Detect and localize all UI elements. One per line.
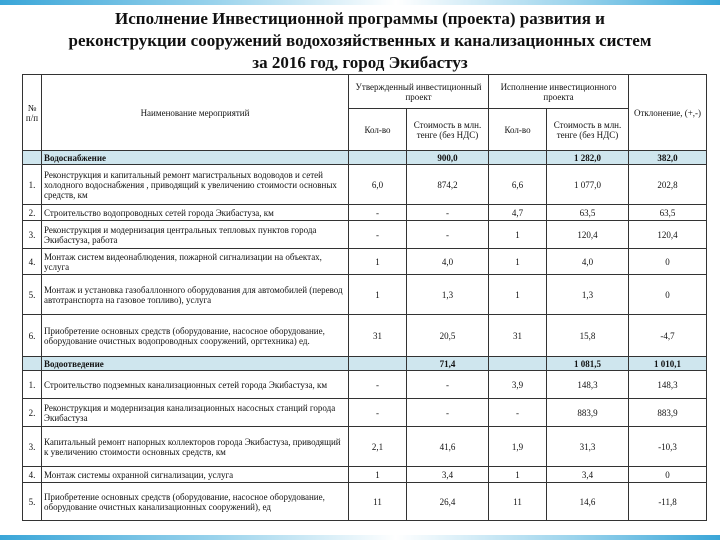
row-num: 4. [23,467,42,483]
row-num: 2. [23,205,42,221]
row-deviation: -11,8 [629,483,707,521]
row-qty-fact: - [489,399,547,427]
row-cost-fact: 31,3 [547,427,629,467]
header-name: Наименование мероприятий [42,75,349,151]
row-cost-plan: 20,5 [407,315,489,357]
row-cost-fact: 4,0 [547,249,629,275]
row-qty-plan: - [349,371,407,399]
row-qty-plan: 1 [349,467,407,483]
row-cost-plan: 3,4 [407,467,489,483]
row-qty-plan: - [349,221,407,249]
row-cost-plan: 4,0 [407,249,489,275]
table-row [23,371,707,399]
row-name: Капитальный ремонт напорных коллекторов города Экибастуза, приводящий к увеличению стоимости основных средств, км [42,427,349,467]
row-name: Строительство водопроводных сетей города Экибастуза, км [42,205,349,221]
row-qty-plan: 31 [349,315,407,357]
row-name: Приобретение основных средств (оборудование, насосное оборудование, оборудование очистных водопроводных сооружений, оргтехника) ед. [42,315,349,357]
top-decor-bar [0,0,720,5]
row-qty-fact: 1 [489,275,547,315]
row-num: 3. [23,427,42,467]
header-approved: Утвержденный инвестиционный проект [349,75,489,109]
header-deviation: Отклонение, (+,-) [629,75,707,151]
section-name: Водоотведение [42,357,349,371]
table-row [23,467,707,483]
section-plan-total: 900,0 [407,151,489,165]
table-row [23,221,707,249]
row-qty-plan: - [349,399,407,427]
section-row [23,357,707,371]
row-num: 6. [23,315,42,357]
title-line-2: реконструкции сооружений водохозяйственных и канализационных систем [68,31,652,50]
header-cost-plan: Стоимость в млн. тенге (без НДС) [407,109,489,151]
row-qty-fact: 1 [489,249,547,275]
row-qty-fact: 6,6 [489,165,547,205]
row-cost-fact: 63,5 [547,205,629,221]
row-cost-fact: 1,3 [547,275,629,315]
header-qty-fact: Кол-во [489,109,547,151]
row-deviation: -10,3 [629,427,707,467]
section-dev-total: 1 010,1 [629,357,707,371]
row-cost-plan: 41,6 [407,427,489,467]
header-num: № п/п [23,75,42,151]
row-name: Реконструкция и модернизация центральных тепловых пунктов города Экибастуза, работа [42,221,349,249]
row-name: Реконструкция и модернизация канализационных насосных станций города Экибастуза [42,399,349,427]
row-name: Монтаж и установка газобаллонного оборудования для автомобилей (перевод автотранспорта на газовое топливо), услуга [42,275,349,315]
row-deviation: 148,3 [629,371,707,399]
table-row [23,483,707,521]
table-row [23,275,707,315]
row-cost-fact: 120,4 [547,221,629,249]
row-qty-plan: - [349,205,407,221]
row-qty-plan: 6,0 [349,165,407,205]
row-deviation: 120,4 [629,221,707,249]
header-qty-plan: Кол-во [349,109,407,151]
table-row [23,165,707,205]
row-cost-plan: - [407,371,489,399]
table-row [23,315,707,357]
row-qty-fact: 31 [489,315,547,357]
section-plan-total: 71,4 [407,357,489,371]
row-cost-plan: 26,4 [407,483,489,521]
row-deviation: 883,9 [629,399,707,427]
section-fact-total: 1 282,0 [547,151,629,165]
section-row [23,151,707,165]
row-deviation: 0 [629,249,707,275]
row-qty-fact: 1 [489,467,547,483]
row-qty-fact: 3,9 [489,371,547,399]
row-qty-plan: 2,1 [349,427,407,467]
investment-table [22,74,707,521]
row-num: 1. [23,371,42,399]
title-line-1: Исполнение Инвестиционной программы (проекта) развития и [115,9,605,28]
header-execution: Исполнение инвестиционного проекта [489,75,629,109]
row-num: 5. [23,275,42,315]
row-cost-fact: 1 077,0 [547,165,629,205]
title-line-3: за 2016 год, город Экибастуз [252,53,468,72]
row-cost-plan: - [407,205,489,221]
row-name: Монтаж систем видеонаблюдения, пожарной сигнализации на объектах, услуга [42,249,349,275]
row-name: Приобретение основных средств (оборудование, насосное оборудование, оборудование очистных канализационных сооружений), ед [42,483,349,521]
row-qty-plan: 11 [349,483,407,521]
row-name: Монтаж системы охранной сигнализации, услуга [42,467,349,483]
row-num: 4. [23,249,42,275]
page-title [40,8,680,74]
header-cost-fact: Стоимость в млн. тенге (без НДС) [547,109,629,151]
row-deviation: 0 [629,467,707,483]
row-deviation: 63,5 [629,205,707,221]
section-name: Водоснабжение [42,151,349,165]
row-deviation: -4,7 [629,315,707,357]
row-cost-plan: - [407,399,489,427]
table-row [23,205,707,221]
row-qty-fact: 11 [489,483,547,521]
table-row [23,249,707,275]
row-cost-plan: 1,3 [407,275,489,315]
bottom-decor-bar [0,535,720,540]
row-cost-fact: 148,3 [547,371,629,399]
row-num: 3. [23,221,42,249]
row-cost-fact: 15,8 [547,315,629,357]
row-qty-fact: 1,9 [489,427,547,467]
table-row [23,399,707,427]
row-cost-fact: 3,4 [547,467,629,483]
row-cost-fact: 14,6 [547,483,629,521]
row-cost-plan: - [407,221,489,249]
section-fact-total: 1 081,5 [547,357,629,371]
row-deviation: 0 [629,275,707,315]
section-dev-total: 382,0 [629,151,707,165]
row-cost-plan: 874,2 [407,165,489,205]
row-num: 5. [23,483,42,521]
row-qty-fact: 4,7 [489,205,547,221]
row-name: Строительство подземных канализационных сетей города Экибастуза, км [42,371,349,399]
row-qty-fact: 1 [489,221,547,249]
row-name: Реконструкция и капитальный ремонт магистральных водоводов и сетей холодного водоснабжения , приводящий к увеличению стоимости основных средств, км [42,165,349,205]
row-qty-plan: 1 [349,249,407,275]
row-num: 1. [23,165,42,205]
table-row [23,427,707,467]
row-deviation: 202,8 [629,165,707,205]
row-num: 2. [23,399,42,427]
row-cost-fact: 883,9 [547,399,629,427]
row-qty-plan: 1 [349,275,407,315]
